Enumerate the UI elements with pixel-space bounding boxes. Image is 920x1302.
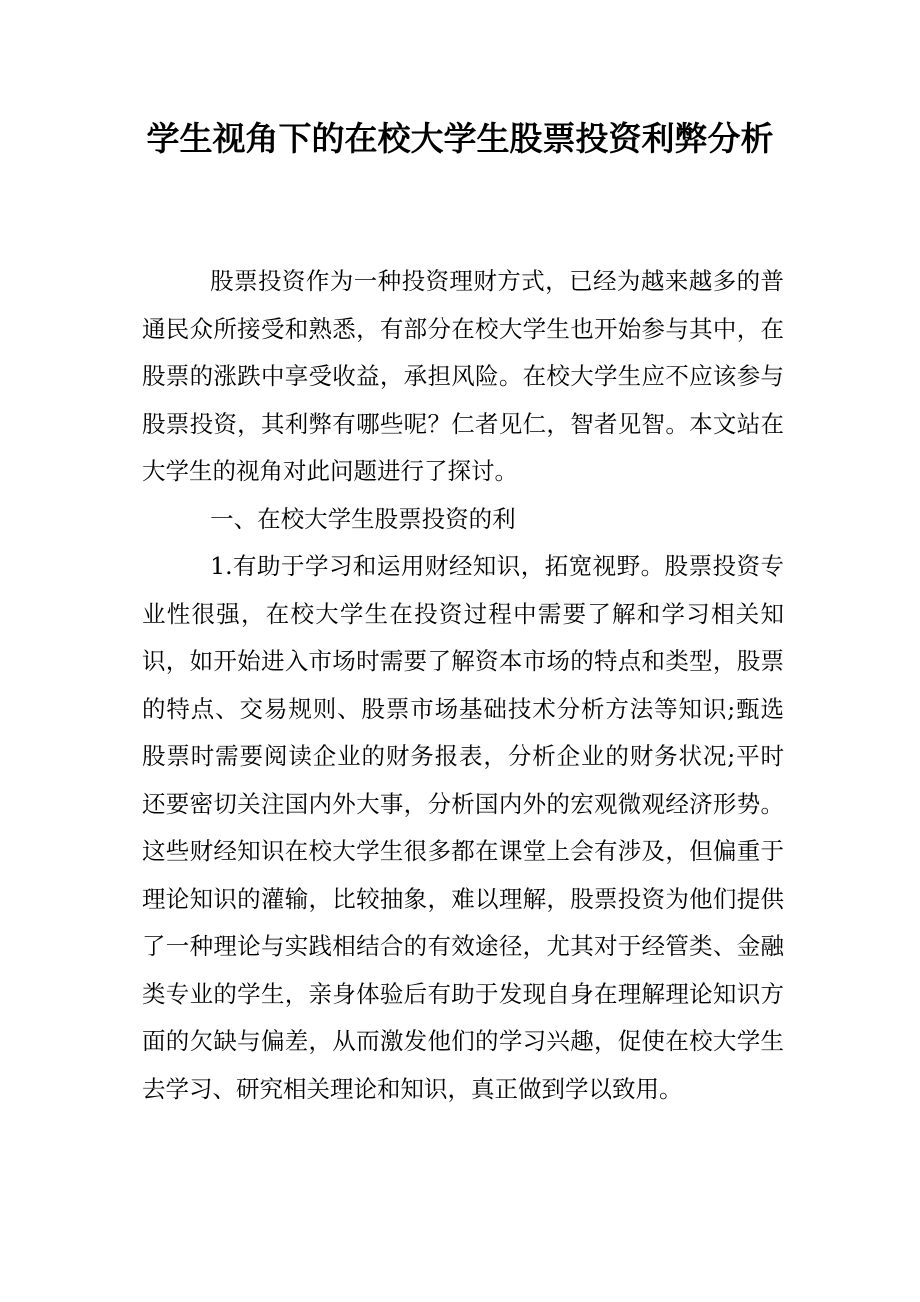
intro-paragraph: 股票投资作为一种投资理财方式，已经为越来越多的普通民众所接受和熟悉，有部分在校大学生也开始参与其中，在股票的涨跌中享受收益，承担风险。在校大学生应不应该参与股票投资，其利弊有哪些呢？仁者见仁，智者见智。本文站在大学生的视角对此问题进行了探讨。 — [142, 267, 784, 485]
document-title: 学生视角下的在校大学生股票投资利弊分析 — [146, 119, 774, 158]
section-heading: 一、在校大学生股票投资的利 — [210, 504, 516, 533]
point-one-paragraph: 1.有助于学习和运用财经知识，拓宽视野。股票投资专业性很强，在校大学生在投资过程中需要了解和学习相关知识，如开始进入市场时需要了解资本市场的特点和类型，股票的特点、交易规则、股票市场基础技术分析方法等知识;甄选股票时需要阅读企业的财务报表，分析企业的财务状况;平时还要密切关注国内外大事，分析国内外的宏观微观经济形势。这些财经知识在校大学生很多都在课堂上会有涉及，但偏重于理论知识的灌输，比较抽象，难以理解，股票投资为他们提供了一种理论与实践相结合的有效途径，尤其对于经管类、金融类专业的学生，亲身体验后有助于发现自身在理解理论知识方面的欠缺与偏差，从而激发他们的学习兴趣，促使在校大学生去学习、研究相关理论和知识，真正做到学以致用。 — [142, 552, 784, 1103]
document-body — [142, 258, 784, 1113]
